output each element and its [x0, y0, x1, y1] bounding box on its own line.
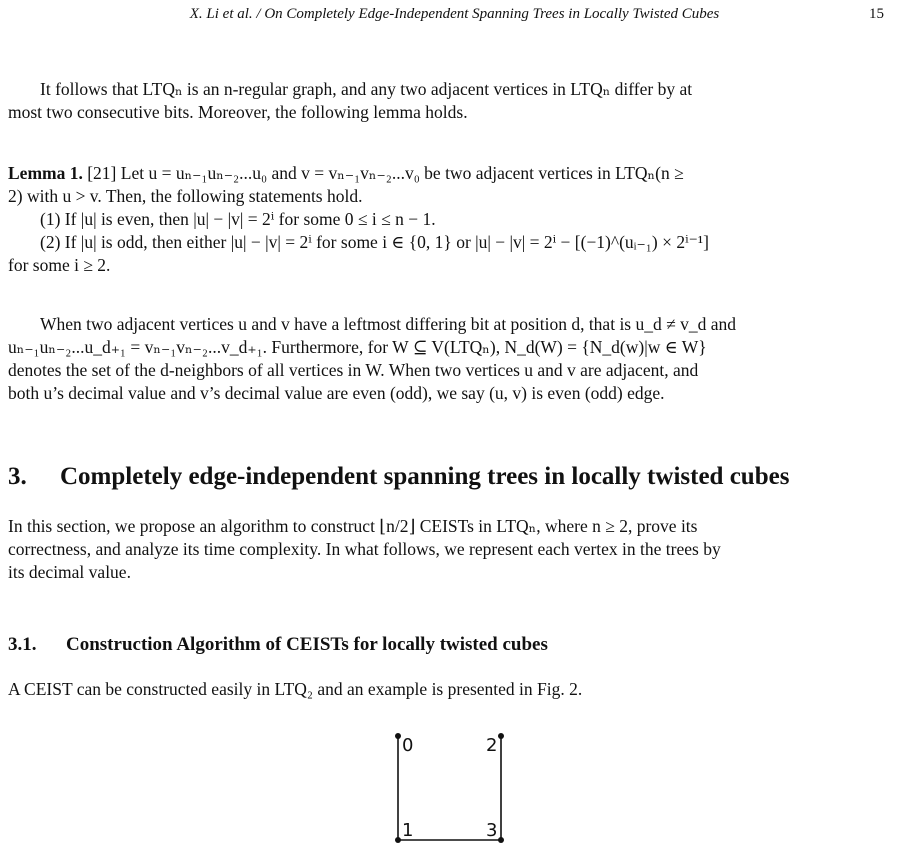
vertex-label-3: 3 — [486, 820, 498, 841]
running-title: X. Li et al. / On Completely Edge-Independent Spanning Trees in Locally Twisted Cubes — [189, 6, 720, 22]
section-number: 3. — [8, 463, 27, 490]
paragraph-figure-ref — [8, 678, 901, 701]
vertex-label-2: 2 — [486, 735, 498, 756]
paragraph-3-line-1: When two adjacent vertices u and v have a leftmost differing bit at position d, that is u_d ≠ v_d and — [40, 314, 736, 334]
paragraph-3-line-3: denotes the set of the d-neighbors of all vertices in W. When two vertices u and v are adjacent, and — [8, 360, 699, 380]
paragraph-3-line-2: uₙ₋₁uₙ₋₂...u_d₊₁ = vₙ₋₁vₙ₋₂...v_d₊₁. Furthermore, for W ⊆ V(LTQₙ), N_d(W) = {N_d(w)|w ∈ W} — [8, 337, 707, 357]
paragraph-4-line-3: its decimal value. — [8, 562, 131, 582]
vertex-label-1: 1 — [402, 820, 414, 841]
lemma-line-2: 2) with u > v. Then, the following statements hold. — [8, 186, 363, 206]
lemma-statement-2: (2) If |u| is odd, then either |u| − |v| = 2ⁱ for some i ∈ {0, 1} or |u| − |v| = 2ⁱ − [(−1)^(uᵢ₋₁) × 2ⁱ⁻¹] — [40, 232, 709, 252]
subsection-number: 3.1. — [8, 634, 37, 655]
paragraph-3-line-4: both u’s decimal value and v’s decimal value are even (odd), we say (u, v) is even (odd) edge. — [8, 383, 665, 403]
paragraph-5-line-1: A CEIST can be constructed easily in LTQ₂ and an example is presented in Fig. 2. — [8, 679, 583, 699]
lemma-line-1: [21] Let u = uₙ₋₁uₙ₋₂...u₀ and v = vₙ₋₁vₙ₋₂...v₀ be two adjacent vertices in LTQₙ(n ≥ — [87, 163, 684, 183]
section-title: Completely edge-independent spanning trees in locally twisted cubes — [60, 463, 790, 490]
lemma-1 — [8, 162, 901, 277]
paragraph-1-line-1: It follows that LTQₙ is an n-regular graph, and any two adjacent vertices in LTQₙ differ by at — [40, 79, 693, 99]
page-number: 15 — [869, 6, 884, 22]
running-header — [0, 6, 909, 26]
vertex-label-0: 0 — [402, 735, 414, 756]
vertex-3 — [498, 837, 504, 843]
paragraph-1-line-2: most two consecutive bits. Moreover, the following lemma holds. — [8, 102, 468, 122]
vertex-1 — [395, 837, 401, 843]
paragraph-4-line-2: correctness, and analyze its time complexity. In what follows, we represent each vertex in the trees by — [8, 539, 721, 559]
section-heading — [8, 463, 901, 491]
vertex-2 — [498, 733, 504, 739]
vertex-0 — [395, 733, 401, 739]
subsection-heading — [8, 634, 901, 656]
paragraph-4-line-1: In this section, we propose an algorithm to construct ⌊n/2⌋ CEISTs in LTQₙ, where n ≥ 2, prove its — [8, 516, 698, 536]
paragraph-section-intro — [8, 515, 901, 584]
ltq2-spanning-tree-figure — [385, 724, 515, 850]
paragraph-lemma-intro — [8, 78, 901, 124]
subsection-title: Construction Algorithm of CEISTs for locally twisted cubes — [66, 634, 548, 655]
lemma-line-5: for some i ≥ 2. — [8, 255, 111, 275]
lemma-statement-1: (1) If |u| is even, then |u| − |v| = 2ⁱ for some 0 ≤ i ≤ n − 1. — [40, 209, 436, 229]
lemma-label: Lemma 1. — [8, 163, 83, 183]
paragraph-neighbors — [8, 313, 901, 405]
